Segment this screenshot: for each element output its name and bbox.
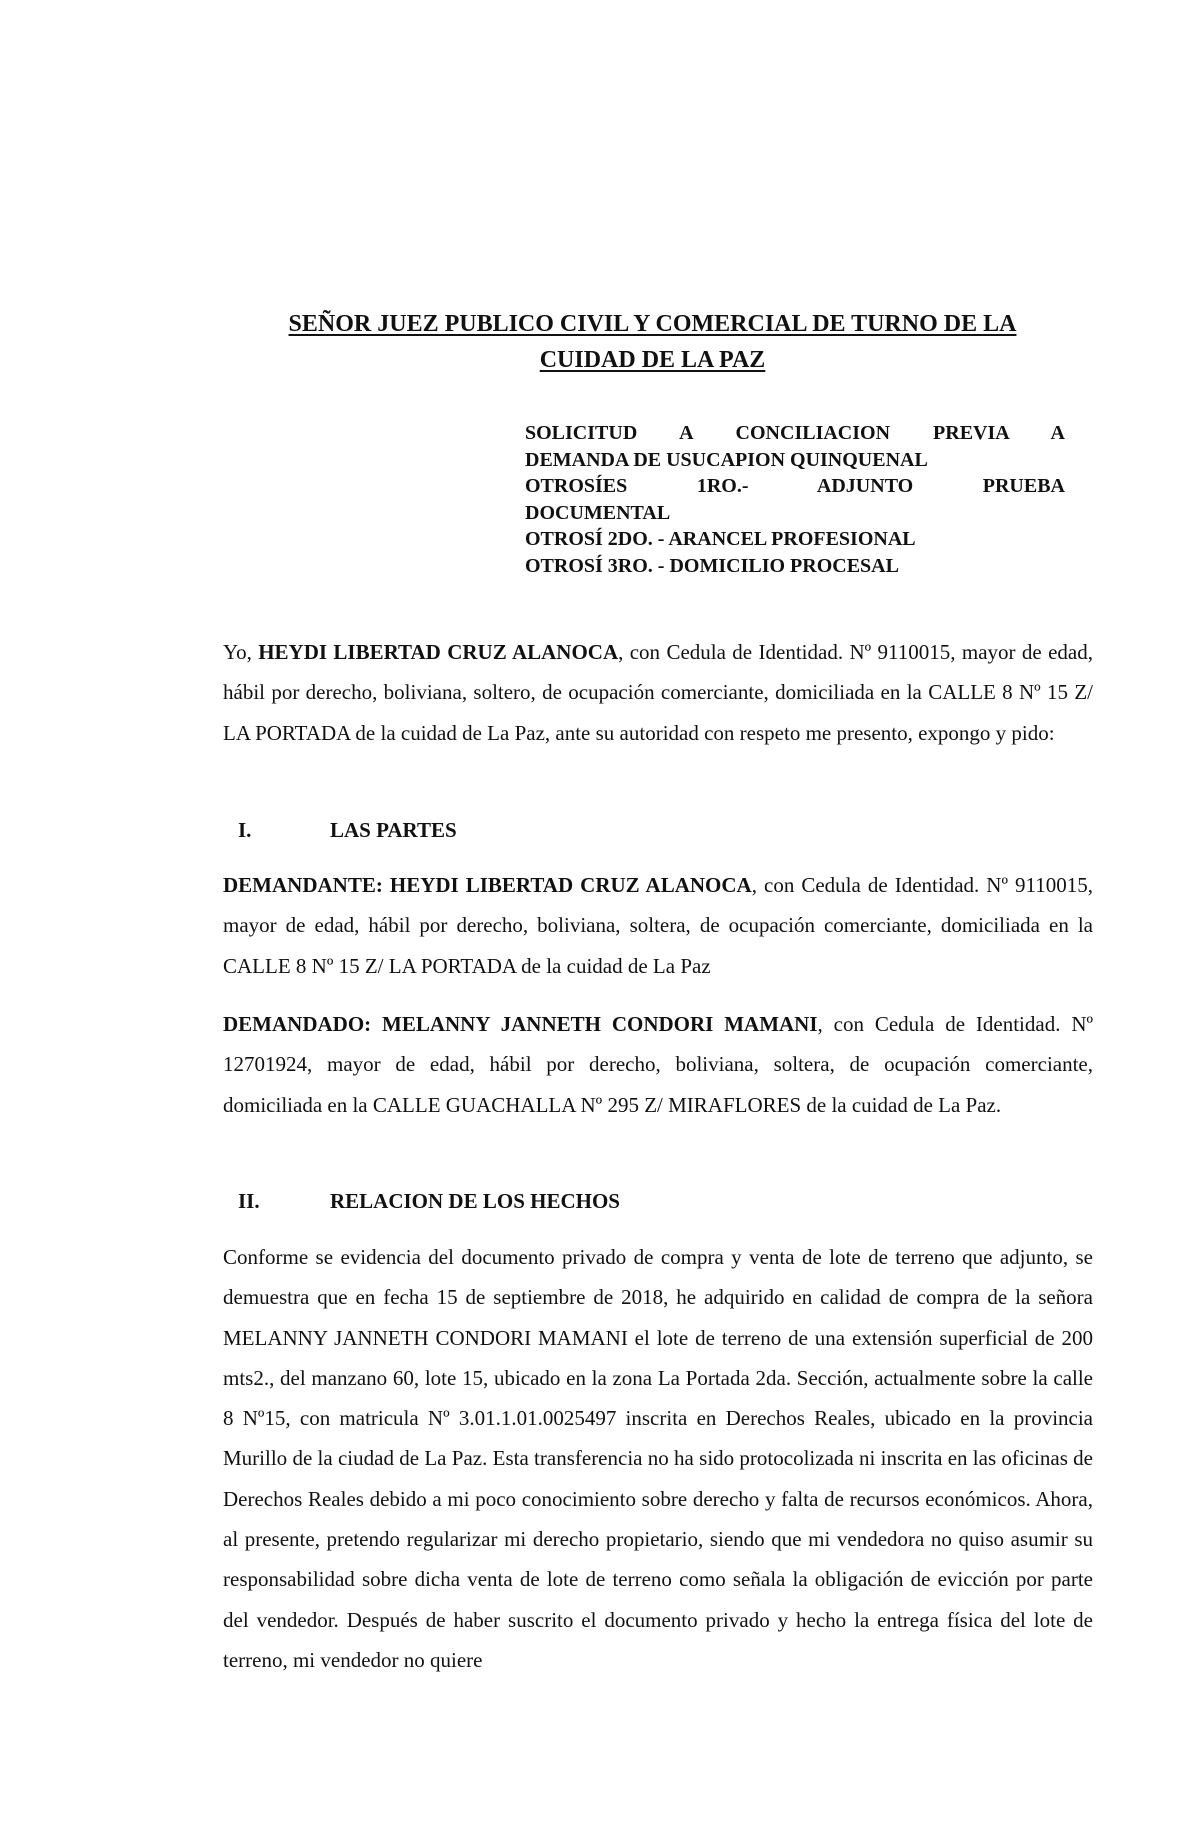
- intro-rest: , con Cedula de Identidad. Nº 9110015, mayor de edad, hábil por derecho, boliviana, soltero, de ocupación comerciante, domiciliada en la CALLE 8 Nº 15 Z/ LA PORTADA de la cuidad de La Paz, ante su autoridad con respeto me presento, expongo y pido:: [223, 640, 1093, 745]
- subject-line-1: SOLICITUD A CONCILIACION PREVIA A: [525, 422, 1065, 444]
- subject-block: [525, 420, 1065, 579]
- section-number: I.: [238, 818, 252, 842]
- intro-paragraph: [223, 632, 1093, 753]
- section-title: RELACION DE LOS HECHOS: [330, 1189, 620, 1213]
- title-line-2: CUIDAD DE LA PAZ: [539, 347, 766, 373]
- section-heading-facts: [238, 1186, 620, 1216]
- subject-line-6: OTROSÍ 3RO. - DOMICILIO PROCESAL: [525, 554, 899, 577]
- plaintiff-label: DEMANDANTE: HEYDI LIBERTAD CRUZ ALANOCA: [223, 873, 752, 897]
- subject-line-2: DEMANDA DE USUCAPION QUINQUENAL: [525, 448, 928, 471]
- title-line-1: SEÑOR JUEZ PUBLICO CIVIL Y COMERCIAL DE TURNO DE LA: [288, 311, 1017, 337]
- defendant-label: DEMANDADO: MELANNY JANNETH CONDORI MAMANI: [223, 1012, 818, 1036]
- document-title: [225, 306, 1080, 378]
- defendant-details: , con Cedula de Identidad. Nº 12701924, mayor de edad, hábil por derecho, boliviana, soltera, de ocupación comerciante, domiciliada en la CALLE GUACHALLA Nº 295 Z/ MIRAFLORES de la cuidad de La Paz.: [223, 1012, 1094, 1117]
- facts-paragraph: Conforme se evidencia del documento privado de compra y venta de lote de terreno que adjunto, se demuestra que en fecha 15 de septiembre de 2018, he adquirido en calidad de compra de la señora MELANNY JANNETH CONDORI MAMANI el lote de terreno de una extensión superficial de 200 mts2., del manzano 60, lote 15, ubicado en la zona La Portada 2da. Sección, actualmente sobre la calle 8 Nº15, con matricula Nº 3.01.1.01.0025497 inscrita en Derechos Reales, ubicado en la provincia Murillo de la ciudad de La Paz. Esta transferencia no ha sido protocolizada ni inscrita en las oficinas de Derechos Reales debido a mi poco conocimiento sobre derecho y falta de recursos económicos. Ahora, al presente, pretendo regularizar mi derecho propietario, siendo que mi vendedora no quiso asumir su responsabilidad sobre dicha venta de lote de terreno como señala la obligación de evicción por parte del vendedor. Después de haber suscrito el documento privado y hecho la entrega física del lote de terreno, mi vendedor no quiere: [223, 1245, 1093, 1672]
- subject-line-5: OTROSÍ 2DO. - ARANCEL PROFESIONAL: [525, 528, 916, 550]
- plaintiff-details: , con Cedula de Identidad. Nº 9110015, mayor de edad, hábil por derecho, boliviana, soltera, de ocupación comerciante, domiciliada en la CALLE 8 Nº 15 Z/ LA PORTADA de la cuidad de La Paz: [223, 873, 1093, 978]
- section-number: II.: [238, 1189, 260, 1213]
- defendant-paragraph: [223, 1004, 1093, 1125]
- subject-line-4: DOCUMENTAL: [525, 501, 671, 524]
- plaintiff-paragraph: [223, 865, 1093, 986]
- subject-line-3: OTROSÍES 1RO.- ADJUNTO PRUEBA: [525, 475, 1065, 497]
- intro-name: HEYDI LIBERTAD CRUZ ALANOCA: [258, 640, 619, 664]
- section-title: LAS PARTES: [330, 818, 457, 842]
- section-heading-parties: [238, 815, 457, 845]
- intro-prefix: Yo,: [223, 640, 259, 664]
